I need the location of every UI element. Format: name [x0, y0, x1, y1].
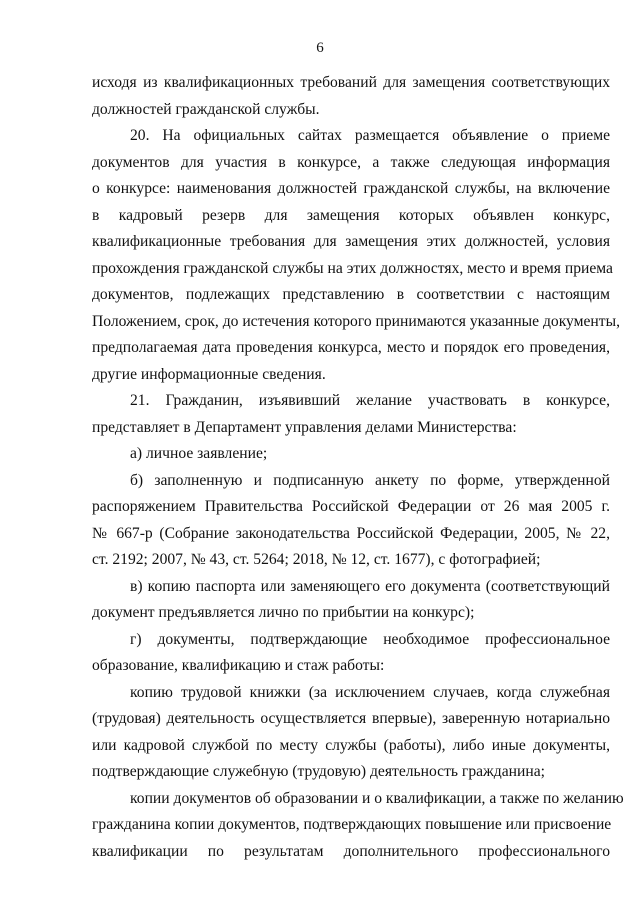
- text-line: 21. Гражданин, изъявивший желание участвовать в конкурсе,: [130, 392, 610, 409]
- text-line: копию трудовой книжки (за исключением случаев, когда служебная: [130, 683, 610, 701]
- text-line: б) заполненную и подписанную анкету по форме, утвержденной: [130, 471, 610, 489]
- text-line: должностей гражданской службы.: [92, 100, 320, 118]
- text-line: документов для участия в конкурсе, а также следующая информация: [92, 153, 610, 171]
- text-line: образование, квалификацию и стаж работы:: [92, 657, 385, 674]
- text-line: в) копию паспорта или заменяющего его документа (соответствующий: [130, 577, 610, 595]
- text-line: предполагаемая дата проведения конкурса, место и порядок его проведения,: [92, 339, 610, 356]
- text-line: о конкурсе: наименования должностей гражданской службы, на включение: [92, 180, 610, 197]
- text-line: ст. 2192; 2007, № 43, ст. 5264; 2018, № 12, ст. 1677), с фотографией;: [92, 551, 541, 568]
- text-line: подтверждающие служебную (трудовую) деятельность гражданина;: [92, 763, 545, 780]
- text-line: или кадровой службой по месту службы (работы), либо иные документы,: [92, 736, 610, 754]
- text-line: другие информационные сведения.: [92, 365, 326, 383]
- page-number: 6: [316, 40, 324, 56]
- document-body: [92, 70, 624, 865]
- text-line: распоряжением Правительства Российской Федерации от 26 мая 2005 г.: [92, 498, 610, 515]
- text-line: прохождения гражданской службы на этих должностях, место и время приема: [92, 259, 613, 277]
- text-line: документ предъявляется лично по прибытии на конкурс);: [92, 604, 475, 621]
- text-line: представляет в Департамент управления делами Министерства:: [92, 418, 517, 436]
- text-line: г) документы, подтверждающие необходимое профессиональное: [130, 630, 610, 648]
- text-line: Положением, срок, до истечения которого принимаются указанные документы,: [92, 312, 620, 330]
- text-line: документов, подлежащих представлению в соответствии с настоящим: [92, 286, 610, 303]
- text-line: гражданина копии документов, подтверждающих повышение или присвоение: [92, 816, 612, 833]
- text-line: (трудовая) деятельность осуществляется впервые), заверенную нотариально: [92, 710, 610, 727]
- text-line: квалификации по результатам дополнительного профессионального: [92, 842, 610, 860]
- text-line: а) личное заявление;: [130, 445, 268, 462]
- text-line: квалификационные требования для замещения этих должностей, условия: [92, 233, 610, 250]
- text-line: в кадровый резерв для замещения которых объявлен конкурс,: [92, 206, 610, 224]
- text-line: копии документов об образовании и о квалификации, а также по желанию: [130, 789, 624, 807]
- text-line: № 667-р (Собрание законодательства Российской Федерации, 2005, № 22,: [92, 524, 610, 542]
- text-line: 20. На официальных сайтах размещается объявление о приеме: [130, 127, 610, 144]
- text-line: исходя из квалификационных требований для замещения соответствующих: [92, 74, 610, 91]
